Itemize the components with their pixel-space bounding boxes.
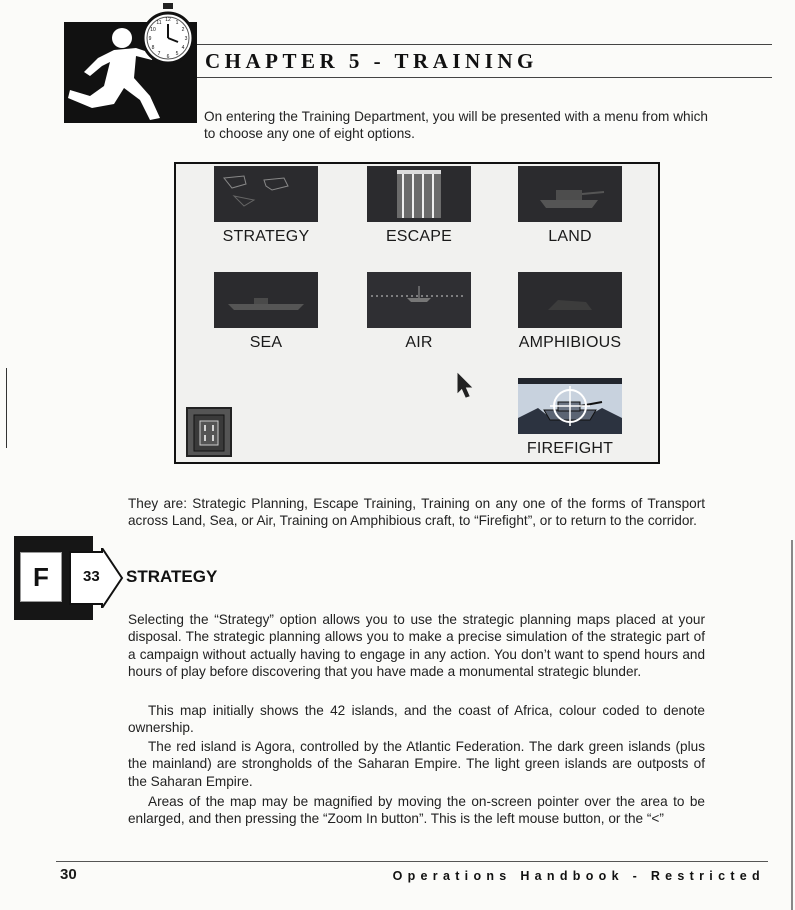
svg-text:8: 8 — [151, 45, 155, 51]
page-number: 30 — [60, 866, 77, 883]
options-summary-paragraph: They are: Strategic Planning, Escape Training, Training on any one of the forms of Transport across Land, Sea, or Air, Training on Amphibious craft, to “Firefight”, or to return to the corridor. — [128, 496, 705, 529]
amphibious-craft-icon — [518, 272, 622, 328]
svg-text:3: 3 — [184, 36, 188, 42]
strategy-paragraph-4: Areas of the map may be magnified by moving the on-screen pointer over the area to be enlarged, and then pressing the “Zoom In button”. This is the left mouse button, or the “<” — [128, 794, 705, 827]
header-rule-bottom — [197, 77, 772, 78]
door-icon — [188, 409, 230, 455]
svg-text:10: 10 — [150, 27, 156, 33]
footer-title: Operations Handbook - Restricted — [392, 869, 765, 883]
option-label-amphibious: AMPHIBIOUS — [518, 334, 622, 351]
strategy-thumbnail[interactable] — [214, 166, 318, 222]
page-edge-shadow — [791, 540, 793, 910]
training-menu-screenshot — [174, 162, 660, 464]
option-label-land: LAND — [548, 228, 592, 245]
section-heading: STRATEGY — [126, 567, 218, 586]
intro-paragraph: On entering the Training Department, you will be presented with a menu from which to choose any one of eight options. — [204, 109, 708, 142]
svg-text:2: 2 — [181, 27, 185, 33]
aircraft-icon — [367, 272, 471, 328]
footer-rule — [56, 861, 768, 862]
sea-thumbnail[interactable] — [214, 272, 318, 328]
svg-text:5: 5 — [175, 51, 179, 57]
map-icon — [214, 166, 318, 222]
amphibious-thumbnail[interactable] — [518, 272, 622, 328]
svg-text:4: 4 — [181, 45, 185, 51]
svg-text:11: 11 — [156, 20, 162, 26]
section-letter: F — [20, 552, 62, 602]
option-label-escape: ESCAPE — [385, 228, 453, 245]
crosshair-tank-icon — [518, 378, 622, 434]
page-edge-line — [6, 368, 7, 448]
svg-text:12: 12 — [165, 17, 171, 23]
air-thumbnail[interactable] — [367, 272, 471, 328]
ship-icon — [214, 272, 318, 328]
strategy-paragraph-1: Selecting the “Strategy” option allows you to use the strategic planning maps placed at your disposal. The strategic planning allows you to make a precise simulation of the strategic part of a campaign without actually having to engage in any action. You don’t want to spend hours and hours of play before discovering that you have made a monumental strategic blunder. — [128, 612, 705, 679]
svg-text:1: 1 — [175, 20, 179, 26]
header-rule-top — [197, 44, 772, 45]
svg-text:6: 6 — [166, 54, 170, 60]
option-label-firefight: FIREFIGHT — [526, 440, 614, 457]
option-label-air: AIR — [405, 334, 433, 351]
firefight-thumbnail[interactable] — [518, 378, 622, 434]
svg-text:9: 9 — [148, 36, 152, 42]
stopwatch-icon — [136, 2, 200, 64]
land-thumbnail[interactable] — [518, 166, 622, 222]
escape-thumbnail[interactable] — [367, 166, 471, 222]
strategy-paragraph-3: The red island is Agora, controlled by the Atlantic Federation. The dark green islands (plus the mainland) are strongholds of the Saharan Empire. The light green islands are outposts of the Saharan Empire. — [128, 739, 705, 789]
chapter-title: CHAPTER 5 - TRAINING — [205, 49, 538, 73]
strategy-paragraph-2: This map initially shows the 42 islands, and the coast of Africa, colour coded to denote ownership. — [128, 703, 705, 736]
option-label-strategy: STRATEGY — [222, 228, 310, 245]
section-number: 33 — [83, 568, 100, 585]
svg-text:7: 7 — [157, 51, 161, 57]
prison-bars-icon — [367, 166, 471, 222]
exit-corridor-button[interactable] — [186, 407, 232, 457]
mouse-pointer-icon — [456, 372, 474, 400]
tank-icon — [518, 166, 622, 222]
option-label-sea: SEA — [249, 334, 283, 351]
